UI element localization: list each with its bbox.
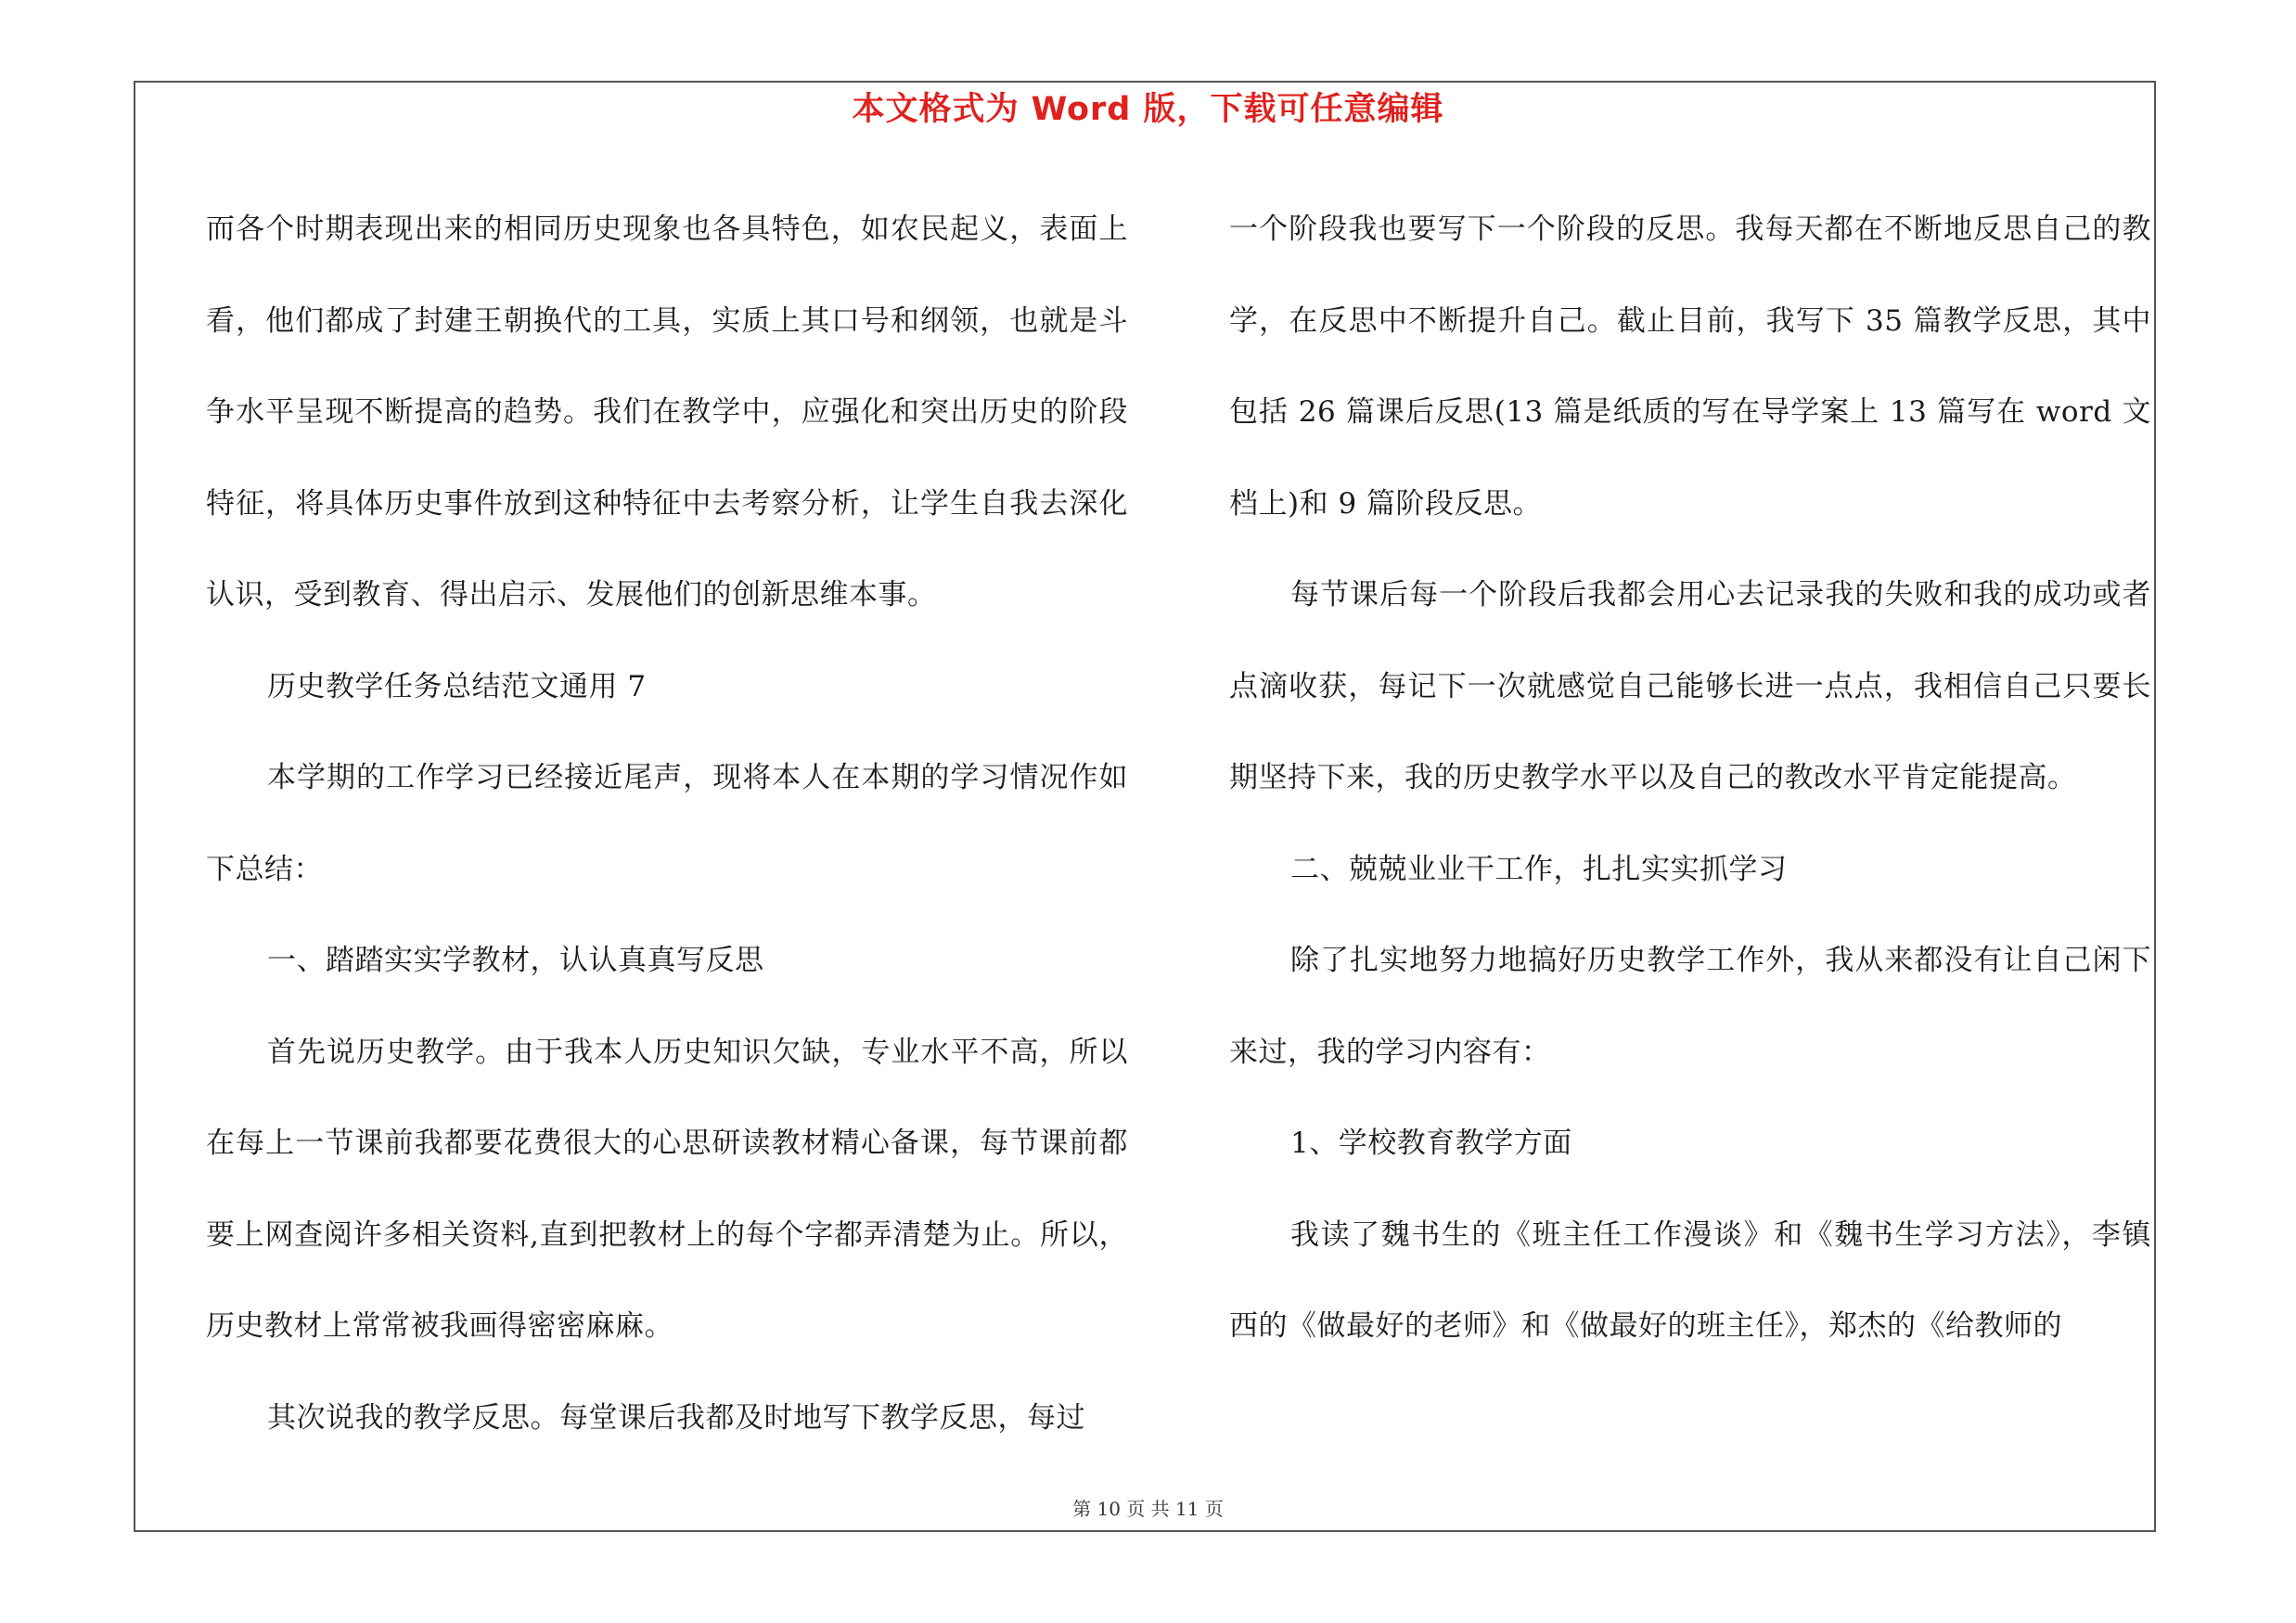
paragraph: 首先说历史教学。由于我本人历史知识欠缺，专业水平不高，所以在每上一节课前我都要花费很大的心思研读教材精心备课，每节课前都要上网查阅许多相关资料,直到把教材上的每个字都弄清楚为止。所以，历史教材上常常被我画得密密麻麻。 bbox=[206, 1035, 1128, 1343]
left-column bbox=[206, 184, 1128, 1463]
section-heading: 一、踏踏实实学教材，认认真真写反思 bbox=[267, 944, 764, 977]
paragraph: 一个阶段我也要写下一个阶段的反思。我每天都在不断地反思自己的教学，在反思中不断提升自己。截止目前，我写下 35 篇教学反思，其中包括 26 篇课后反思(13 篇是纸质的写在导学案上 13 篇写在 word 文档上)和 9 篇阶段反思。 bbox=[1229, 213, 2151, 521]
paragraph: 我读了魏书生的《班主任工作漫谈》和《魏书生学习方法》，李镇西的《做最好的老师》和《做最好的班主任》，郑杰的《给教师的 bbox=[1229, 1217, 2151, 1343]
format-banner: 本文格式为 Word 版，下载可任意编辑 bbox=[852, 91, 1444, 128]
paragraph: 每节课后每一个阶段后我都会用心去记录我的失败和我的成功或者点滴收获，每记下一次就感觉自己能够长进一点点，我相信自己只要长期坚持下来，我的历史教学水平以及自己的教改水平肯定能提高。 bbox=[1229, 578, 2151, 794]
paragraph: 而各个时期表现出来的相同历史现象也各具特色，如农民起义，表面上看，他们都成了封建王朝换代的工具，实质上其口号和纲领，也就是斗争水平呈现不断提高的趋势。我们在教学中，应强化和突出历史的阶段特征，将具体历史事件放到这种特征中去考察分析，让学生自我去深化认识，受到教育、得出启示、发展他们的创新思维本事。 bbox=[206, 213, 1128, 612]
paragraph: 除了扎实地努力地搞好历史教学工作外，我从来都没有让自己闲下来过，我的学习内容有： bbox=[1229, 944, 2151, 1069]
section-heading: 历史教学任务总结范文通用 7 bbox=[267, 669, 647, 703]
paragraph: 本学期的工作学习已经接近尾声，现将本人在本期的学习情况作如下总结： bbox=[206, 761, 1128, 886]
page-number: 第 10 页 共 11 页 bbox=[1072, 1498, 1224, 1520]
right-column bbox=[1229, 184, 2151, 1372]
paragraph: 其次说我的教学反思。每堂课后我都及时地写下教学反思，每过 bbox=[267, 1400, 1085, 1435]
section-heading: 二、兢兢业业干工作，扎扎实实抓学习 bbox=[1290, 852, 1788, 886]
subsection-heading: 1、学校教育教学方面 bbox=[1290, 1127, 1572, 1160]
